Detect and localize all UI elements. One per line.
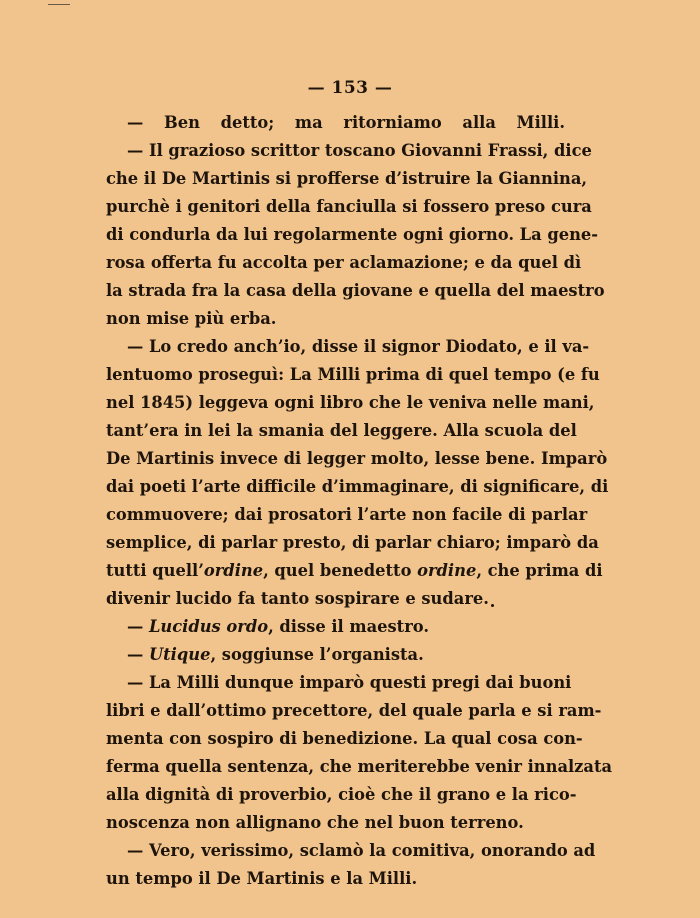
text-line-21: — La Milli dunque imparò questi pregi dai buoni [127, 673, 572, 692]
text-line-6: rosa offerta fu accolta per aclamazione; e da quel dì [106, 253, 582, 272]
text-line-10: lentuomo proseguì: La Milli prima di quel tempo (e fu [106, 365, 600, 384]
text-line-19 [127, 615, 565, 639]
text-line-17 [106, 559, 603, 583]
text-run: — [127, 617, 149, 636]
text-line-1: — Ben detto; ma ritorniamo alla Milli. [127, 113, 565, 132]
italic-word: ordine [417, 561, 477, 580]
text-line-22: libri e dall’ottimo precettore, del quale parla e si ram- [106, 701, 602, 720]
text-line-2: — Il grazioso scrittor toscano Giovanni Frassi, dice [127, 141, 592, 160]
text-line-11: nel 1845) leggeva ogni libro che le veniva nelle mani, [106, 393, 595, 412]
text-line-8: non mise più erba. [106, 309, 277, 328]
text-line-5: di condurla da lui regolarmente ogni giorno. La gene- [106, 225, 599, 244]
italic-phrase: Lucidus ordo [148, 617, 269, 636]
text-line-13: De Martinis invece di legger molto, lesse bene. Imparò [106, 449, 608, 468]
text-run: , disse il maestro. [268, 617, 430, 636]
text-line-3: che il De Martinis si profferse d’istruire la Giannina, [106, 169, 588, 188]
text-line-4: purchè i genitori della fanciulla si fossero preso cura [106, 197, 592, 216]
text-line-25: alla dignità di proverbio, cioè che il grano e la rico- [106, 785, 577, 804]
text-run: , che prima di [476, 561, 603, 580]
text-run: , soggiunse l’organista. [210, 645, 424, 664]
text-line-14: dai poeti l’arte difficile d’immaginare, di significare, di [106, 477, 609, 496]
italic-word: ordine [203, 561, 264, 580]
text-line-26: noscenza non allignano che nel buon terreno. [106, 813, 524, 832]
page-number: — 153 — [307, 78, 393, 98]
text-line-18: divenir lucido fa tanto sospirare e sudare. [106, 589, 489, 608]
text-line-9: — Lo credo anch’io, disse il signor Diodato, e il va- [127, 337, 590, 356]
scan-mark [48, 4, 70, 5]
text-line-16: semplice, di parlar presto, di parlar chiaro; imparò da [106, 533, 599, 552]
text-line-15: commuovere; dai prosatori l’arte non facile di parlar [106, 505, 588, 524]
text-line-12: tant’era in lei la smania del leggere. Alla scuola del [106, 421, 577, 440]
text-run: tutti quell’ [106, 561, 204, 580]
text-line-23: menta con sospiro di benedizione. La qual cosa con- [106, 729, 583, 748]
text-line-27: — Vero, verissimo, sclamò la comitiva, onorando ad [127, 841, 596, 860]
text-line-28: un tempo il De Martinis e la Milli. [106, 869, 418, 888]
text-run: — [127, 645, 149, 664]
ink-dot [491, 604, 494, 607]
text-line-24: ferma quella sentenza, che meriterebbe venir innalzata [106, 757, 613, 776]
text-line-20 [127, 643, 565, 667]
text-run: , quel benedetto [263, 561, 418, 580]
text-line-7: la strada fra la casa della giovane e quella del maestro [106, 281, 605, 300]
italic-word: Utique [148, 645, 211, 664]
